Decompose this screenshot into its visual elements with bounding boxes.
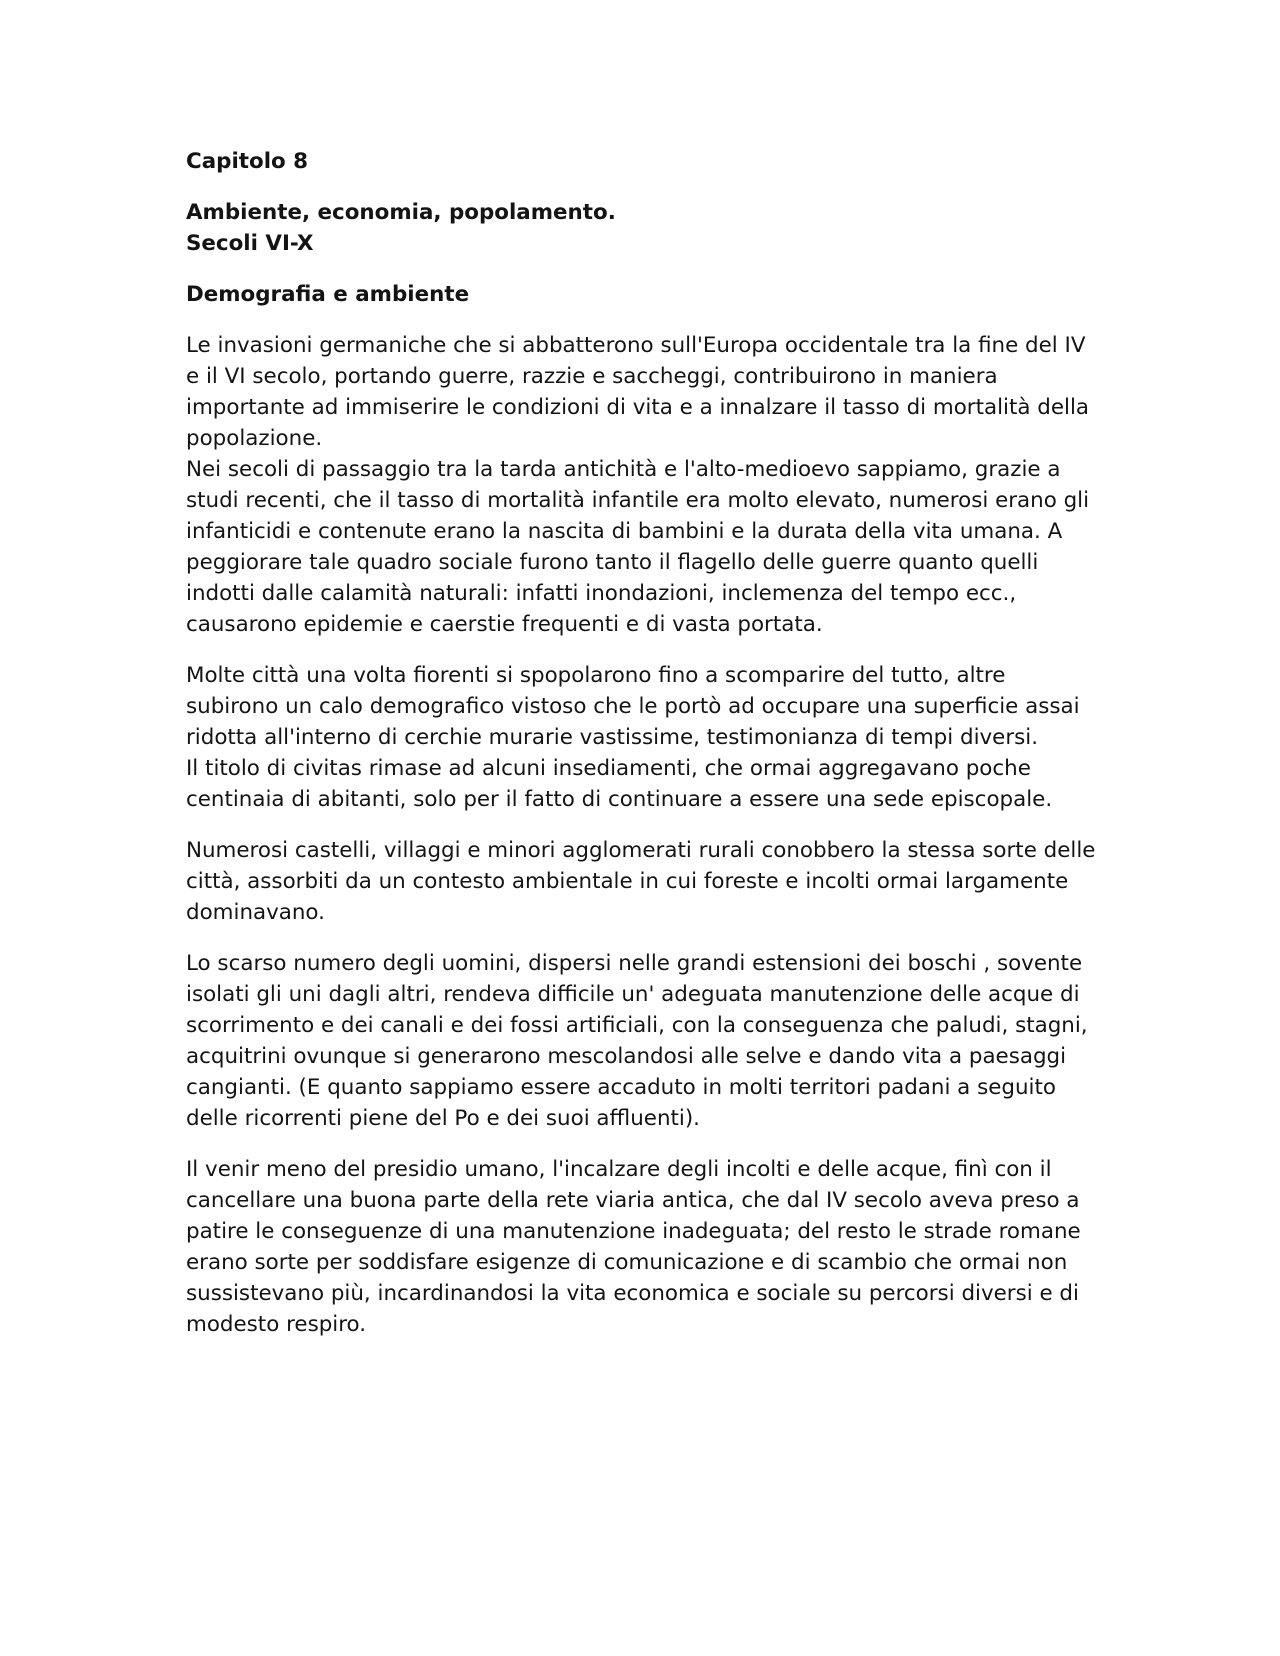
paragraph-2-part-1: Molte città una volta fiorenti si spopolarono fino a scomparire del tutto, altre subirono un calo demografico vistoso che le portò ad occupare una superficie assai ridotta all'interno di cerchie murarie vastissime, testimonianza di tempi diversi. xyxy=(186,663,1080,750)
chapter-label: Capitolo 8 xyxy=(186,149,309,174)
chapter-title-line-2: Secoli VI-X xyxy=(186,231,314,256)
paragraph-2-part-2: Il titolo di civitas rimase ad alcuni insediamenti, che ormai aggregavano poche centinaia di abitanti, solo per il fatto di continuare a essere una sede episcopale. xyxy=(186,756,1053,812)
paragraph-4 xyxy=(186,948,1096,1134)
paragraph-1 xyxy=(186,330,1096,640)
paragraph-4-text: Lo scarso numero degli uomini, dispersi nelle grandi estensioni dei boschi , sovente isolati gli uni dagli altri, rendeva difficile un' adeguata manutenzione delle acque di scorrimento e dei canali e dei fossi artificiali, con la conseguenza che paludi, stagni, acquitrini ovunque si generarono mescolandosi alle selve e dando vita a paesaggi cangianti. (E quanto sappiamo essere accaduto in molti territori padani a seguito delle ricorrenti piene del Po e dei suoi affluenti). xyxy=(186,951,1088,1131)
chapter-title-line-1: Ambiente, economia, popolamento. xyxy=(186,200,616,225)
document-page xyxy=(186,146,1096,1360)
paragraph-5 xyxy=(186,1154,1096,1340)
paragraph-1-part-2: Nei secoli di passaggio tra la tarda antichità e l'alto-medioevo sappiamo, grazie a studi recenti, che il tasso di mortalità infantile era molto elevato, numerosi erano gli infanticidi e contenute erano la nascita di bambini e la durata della vita umana. A peggiorare tale quadro sociale furono tanto il flagello delle guerre quanto quelli indotti dalle calamità naturali: infatti inondazioni, inclemenza del tempo ecc., causarono epidemie e caerstie frequenti e di vasta portata. xyxy=(186,457,1090,637)
chapter-title xyxy=(186,197,1096,259)
paragraph-1-part-1: Le invasioni germaniche che si abbatterono sull'Europa occidentale tra la fine del IV e il VI secolo, portando guerre, razzie e saccheggi, contribuirono in maniera importante ad immiserire le condizioni di vita e a innalzare il tasso di mortalità della popolazione. xyxy=(186,333,1090,451)
paragraph-3-text: Numerosi castelli, villaggi e minori agglomerati rurali conobbero la stessa sorte delle città, assorbiti da un contesto ambientale in cui foreste e incolti ormai largamente dominavano. xyxy=(186,838,1096,925)
paragraph-2 xyxy=(186,660,1096,815)
paragraph-5-text: Il venir meno del presidio umano, l'incalzare degli incolti e delle acque, finì con il cancellare una buona parte della rete viaria antica, che dal IV secolo aveva preso a patire le conseguenze di una manutenzione inadeguata; del resto le strade romane erano sorte per soddisfare esigenze di comunicazione e di scambio che ormai non sussistevano più, incardinandosi la vita economica e sociale su percorsi diversi e di modesto respiro. xyxy=(186,1157,1081,1337)
paragraph-3 xyxy=(186,835,1096,928)
section-heading: Demografia e ambiente xyxy=(186,282,470,307)
